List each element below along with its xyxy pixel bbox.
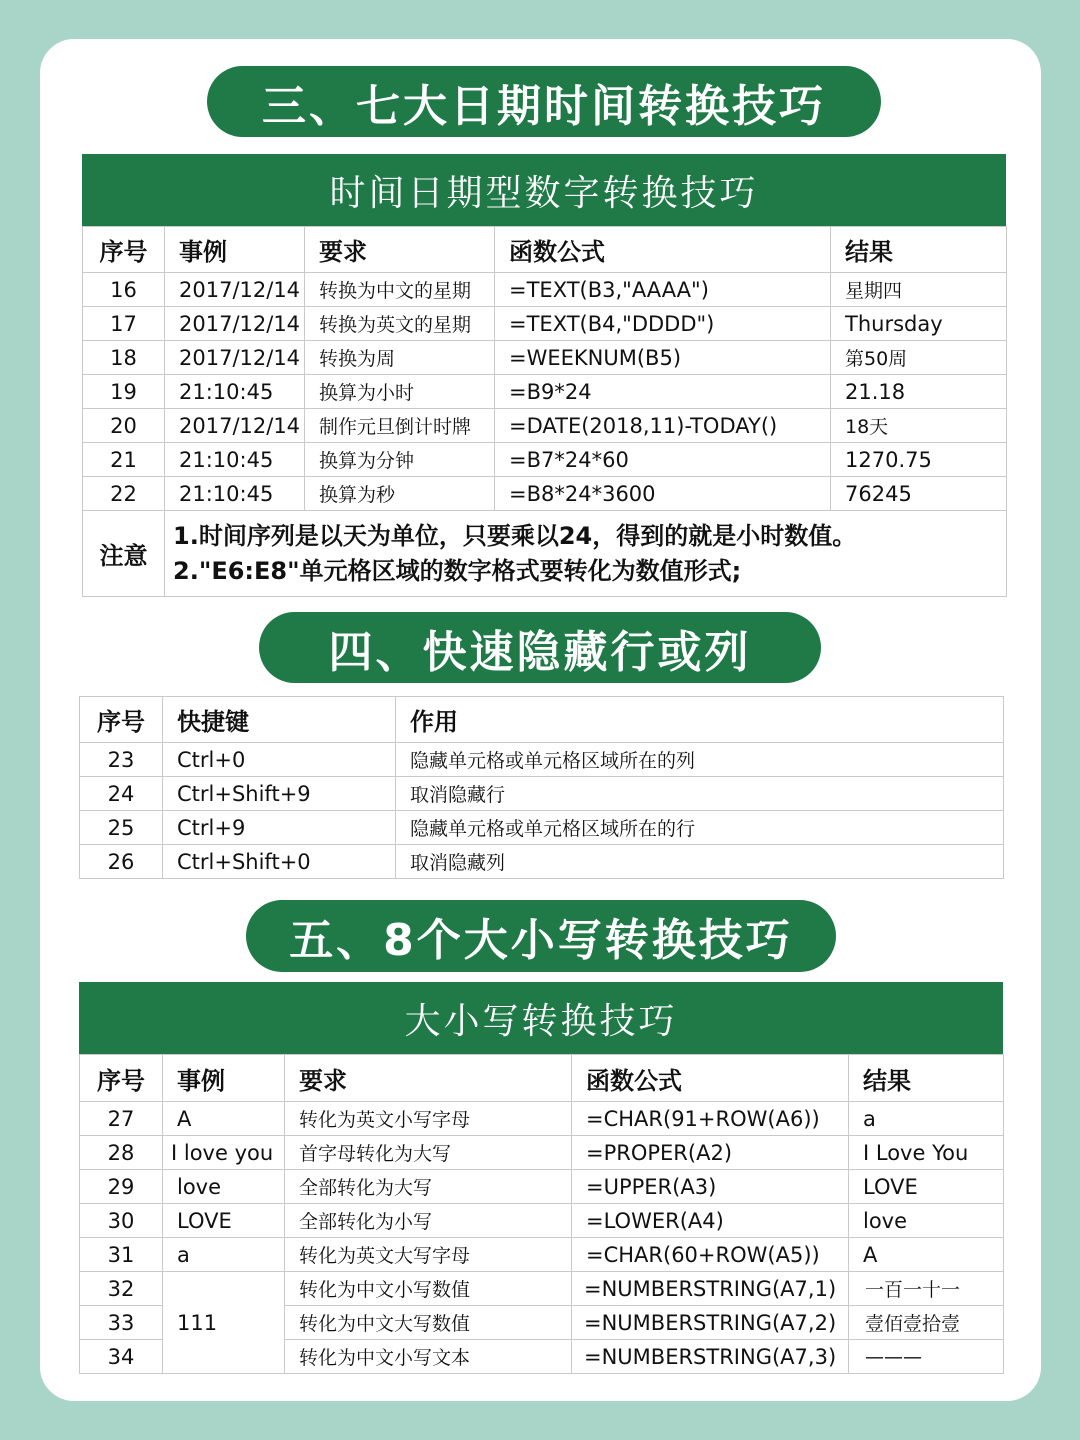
cell-formula: =LOWER(A4) xyxy=(572,1204,849,1238)
header-formula: 函数公式 xyxy=(572,1055,849,1102)
cell-result: ——— xyxy=(849,1340,1004,1374)
table-row xyxy=(80,1272,1004,1306)
cell-requirement: 转化为中文大写数值 xyxy=(285,1306,572,1340)
cell-result: a xyxy=(849,1102,1004,1136)
table-header-row xyxy=(80,697,1004,743)
table-row xyxy=(80,1170,1004,1204)
cell-formula: =CHAR(60+ROW(A5)) xyxy=(572,1238,849,1272)
section3-subtitle: 时间日期型数字转换技巧 xyxy=(82,154,1006,226)
table-row xyxy=(83,341,1007,375)
header-index: 序号 xyxy=(80,1055,163,1102)
cell-result: 21.18 xyxy=(831,375,1007,409)
cell-function: 取消隐藏行 xyxy=(396,777,1004,811)
table-row xyxy=(83,409,1007,443)
cell-result: 第50周 xyxy=(831,341,1007,375)
table-row xyxy=(83,443,1007,477)
cell-result: love xyxy=(849,1204,1004,1238)
header-requirement: 要求 xyxy=(305,227,495,273)
cell-requirement: 换算为小时 xyxy=(305,375,495,409)
table-row xyxy=(83,477,1007,511)
table-row xyxy=(83,273,1007,307)
cell-result: A xyxy=(849,1238,1004,1272)
cell-index: 18 xyxy=(83,341,165,375)
cell-example: A xyxy=(163,1102,285,1136)
cell-formula: =NUMBERSTRING(A7,1) xyxy=(572,1272,849,1306)
cell-result: 星期四 xyxy=(831,273,1007,307)
table-row xyxy=(83,375,1007,409)
section4-title: 四、快速隐藏行或列 xyxy=(259,612,821,683)
cell-requirement: 转化为英文小写字母 xyxy=(285,1102,572,1136)
cell-index: 19 xyxy=(83,375,165,409)
cell-index: 30 xyxy=(80,1204,163,1238)
table-row xyxy=(80,1238,1004,1272)
cell-formula: =B9*24 xyxy=(495,375,831,409)
cell-index: 21 xyxy=(83,443,165,477)
header-example: 事例 xyxy=(165,227,305,273)
table-row xyxy=(80,1136,1004,1170)
cell-index: 26 xyxy=(80,845,163,879)
cell-result: Thursday xyxy=(831,307,1007,341)
cell-requirement: 转换为英文的星期 xyxy=(305,307,495,341)
cell-shortcut: Ctrl+Shift+0 xyxy=(163,845,396,879)
header-result: 结果 xyxy=(831,227,1007,273)
header-requirement: 要求 xyxy=(285,1055,572,1102)
cell-example: 21:10:45 xyxy=(165,443,305,477)
cell-requirement: 首字母转化为大写 xyxy=(285,1136,572,1170)
cell-formula: =DATE(2018,11)-TODAY() xyxy=(495,409,831,443)
cell-formula: =B7*24*60 xyxy=(495,443,831,477)
table-row xyxy=(80,845,1004,879)
cell-formula: =CHAR(91+ROW(A6)) xyxy=(572,1102,849,1136)
cell-requirement: 转化为中文小写数值 xyxy=(285,1272,572,1306)
header-index: 序号 xyxy=(83,227,165,273)
cell-index: 16 xyxy=(83,273,165,307)
cell-requirement: 换算为分钟 xyxy=(305,443,495,477)
cell-example: LOVE xyxy=(163,1204,285,1238)
cell-index: 24 xyxy=(80,777,163,811)
note-label: 注意 xyxy=(83,511,165,597)
cell-index: 23 xyxy=(80,743,163,777)
header-function: 作用 xyxy=(396,697,1004,743)
table-row xyxy=(80,777,1004,811)
case-conversion-table xyxy=(79,1054,1004,1374)
cell-example: a xyxy=(163,1238,285,1272)
cell-index: 28 xyxy=(80,1136,163,1170)
cell-requirement: 转化为中文小写文本 xyxy=(285,1340,572,1374)
cell-index: 31 xyxy=(80,1238,163,1272)
cell-example: 21:10:45 xyxy=(165,477,305,511)
cell-shortcut: Ctrl+9 xyxy=(163,811,396,845)
cell-index: 25 xyxy=(80,811,163,845)
table-row xyxy=(80,811,1004,845)
cell-formula: =B8*24*3600 xyxy=(495,477,831,511)
table-row xyxy=(80,1102,1004,1136)
section5-subtitle: 大小写转换技巧 xyxy=(79,982,1003,1054)
cell-result: 18天 xyxy=(831,409,1007,443)
section5-title: 五、8个大小写转换技巧 xyxy=(246,900,836,972)
cell-index: 17 xyxy=(83,307,165,341)
cell-requirement: 换算为秒 xyxy=(305,477,495,511)
cell-example-merged: 111 xyxy=(163,1272,285,1374)
cell-formula: =NUMBERSTRING(A7,2) xyxy=(572,1306,849,1340)
cell-example: 21:10:45 xyxy=(165,375,305,409)
cell-requirement: 全部转化为大写 xyxy=(285,1170,572,1204)
cell-example: 2017/12/14 xyxy=(165,341,305,375)
note-line-1: 1.时间序列是以天为单位，只要乘以24，得到的就是小时数值。 xyxy=(173,521,857,550)
table-header-row xyxy=(80,1055,1004,1102)
note-row xyxy=(83,511,1007,597)
hide-rows-columns-table xyxy=(79,696,1004,879)
cell-result: 一百一十一 xyxy=(849,1272,1004,1306)
cell-result: 1270.75 xyxy=(831,443,1007,477)
section3-title: 三、七大日期时间转换技巧 xyxy=(207,66,881,137)
cell-requirement: 制作元旦倒计时牌 xyxy=(305,409,495,443)
cell-function: 隐藏单元格或单元格区域所在的行 xyxy=(396,811,1004,845)
header-example: 事例 xyxy=(163,1055,285,1102)
table-header-row xyxy=(83,227,1007,273)
cell-requirement: 转化为英文大写字母 xyxy=(285,1238,572,1272)
cell-formula: =UPPER(A3) xyxy=(572,1170,849,1204)
cell-function: 隐藏单元格或单元格区域所在的列 xyxy=(396,743,1004,777)
cell-index: 22 xyxy=(83,477,165,511)
cell-formula: =WEEKNUM(B5) xyxy=(495,341,831,375)
cell-example: 2017/12/14 xyxy=(165,307,305,341)
cell-function: 取消隐藏列 xyxy=(396,845,1004,879)
cell-example: 2017/12/14 xyxy=(165,409,305,443)
table-row xyxy=(80,743,1004,777)
cell-example: I love you xyxy=(163,1136,285,1170)
cell-index: 34 xyxy=(80,1340,163,1374)
cell-formula: =PROPER(A2) xyxy=(572,1136,849,1170)
cell-result: I Love You xyxy=(849,1136,1004,1170)
header-shortcut: 快捷键 xyxy=(163,697,396,743)
cell-index: 29 xyxy=(80,1170,163,1204)
cell-result: LOVE xyxy=(849,1170,1004,1204)
cell-index: 27 xyxy=(80,1102,163,1136)
cell-shortcut: Ctrl+0 xyxy=(163,743,396,777)
cell-formula: =NUMBERSTRING(A7,3) xyxy=(572,1340,849,1374)
cell-formula: =TEXT(B3,"AAAA") xyxy=(495,273,831,307)
date-conversion-table xyxy=(82,226,1007,597)
cell-result: 76245 xyxy=(831,477,1007,511)
cell-formula: =TEXT(B4,"DDDD") xyxy=(495,307,831,341)
note-line-2: 2."E6:E8"单元格区域的数字格式要转化为数值形式; xyxy=(173,556,742,585)
cell-requirement: 转换为周 xyxy=(305,341,495,375)
header-formula: 函数公式 xyxy=(495,227,831,273)
cell-index: 33 xyxy=(80,1306,163,1340)
table-row xyxy=(83,307,1007,341)
cell-example: 2017/12/14 xyxy=(165,273,305,307)
cell-requirement: 转换为中文的星期 xyxy=(305,273,495,307)
cell-example: love xyxy=(163,1170,285,1204)
cell-result: 壹佰壹拾壹 xyxy=(849,1306,1004,1340)
cell-shortcut: Ctrl+Shift+9 xyxy=(163,777,396,811)
header-index: 序号 xyxy=(80,697,163,743)
header-result: 结果 xyxy=(849,1055,1004,1102)
table-row xyxy=(80,1204,1004,1238)
cell-index: 32 xyxy=(80,1272,163,1306)
cell-index: 20 xyxy=(83,409,165,443)
cell-requirement: 全部转化为小写 xyxy=(285,1204,572,1238)
note-text xyxy=(165,511,1007,597)
